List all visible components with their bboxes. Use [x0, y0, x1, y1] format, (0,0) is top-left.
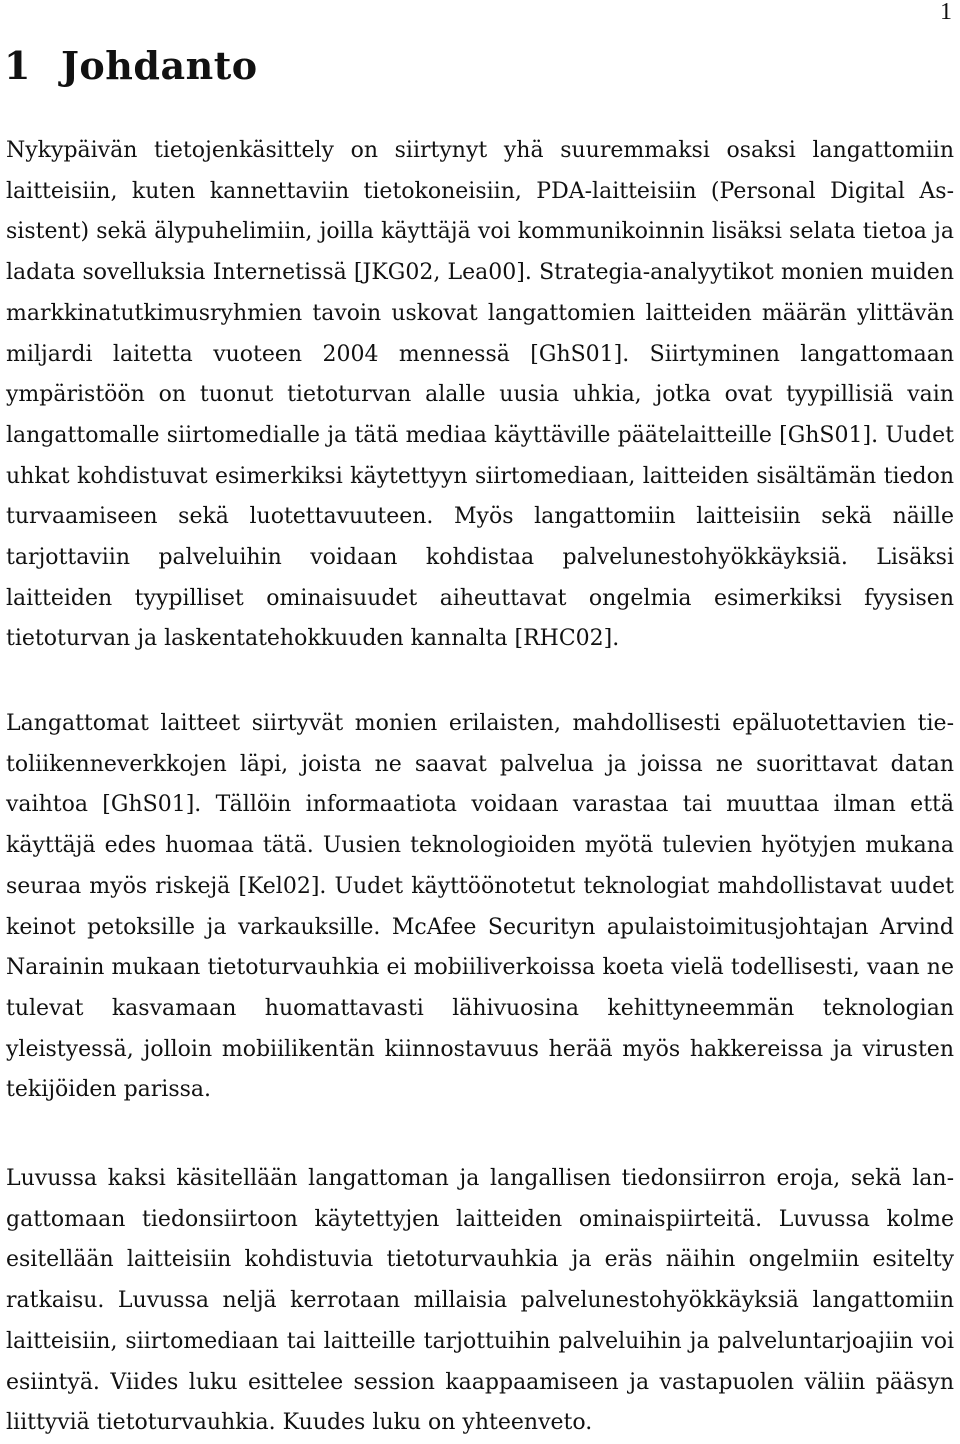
- chapter-heading: [4, 40, 258, 92]
- chapter-title: Johdanto: [60, 43, 258, 88]
- page-number: 1: [940, 0, 952, 25]
- paragraph-threats: Langattomat laitteet siirtyvät monien erilaisten, mahdollisesti epäluotettavien tietoliikenneverkkojen läpi, joista ne saavat palvelua ja joissa ne suorittavat datan vaihtoa [GhS01]. Tällöin informaatiota voidaan varastaa tai muuttaa ilman että käyttäjä edes huomaa tätä. Uusien teknologioiden myötä tulevien hyötyjen mukana seuraa myös riskejä [Kel02]. Uudet käyttöönotetut teknologiat mahdollistavat uudet keinot petoksille ja varkauksille. McAfee Securityn apulaistoimitusjohtajan Arvind Narainin mukaan tietoturvauhkia ei mobiiliverkoissa koeta vielä todellisesti, vaan ne tulevat kasvamaan huomattavasti lähivuosina kehittyneemmän teknologian yleistyessä, jolloin mobiilikentän kiinnostavuus herää myös hakkereissa ja virusten tekijöiden parissa.: [6, 711, 954, 1103]
- chapter-number: 1: [4, 43, 31, 88]
- paragraph-intro: Nykypäivän tietojenkäsittely on siirtynyt yhä suuremmaksi osaksi langattomiin laitteisiin, kuten kannettaviin tietokoneisiin, PDA-laitteisiin (Personal Digital Assistent) sekä älypuhelimiin, joilla käyttäjä voi kommunikoinnin lisäksi selata tietoa ja ladata sovelluksia Internetissä [JKG02, Lea00]. Strategia-analyytikot monien muiden markkinatutkimusryhmien tavoin uskovat langattomien laitteiden määrän ylittävän miljardi laitetta vuoteen 2004 mennessä [GhS01]. Siirtyminen langattomaan ympäristöön on tuonut tietoturvan alalle uusia uhkia, jotka ovat tyypillisiä vain langattomalle siirtomedialle ja tätä mediaa käyttäville päätelaitteille [GhS01]. Uudet uhkat kohdistuvat esimerkiksi käytettyyn siirtomediaan, laitteiden sisältämän tiedon turvaamiseen sekä luotettavuuteen. Myös langattomiin laitteisiin sekä näille tarjottaviin palveluihin voidaan kohdistaa palvelunestohyökkäyksiä. Lisäksi laitteiden tyypilliset ominaisuudet aiheuttavat ongelmia esimerkiksi fyysisen tietoturvan ja laskentatehokkuuden kannalta [RHC02].: [6, 138, 954, 652]
- paragraph-outline: Luvussa kaksi käsitellään langattoman ja langallisen tiedonsiirron eroja, sekä langattomaan tiedonsiirtoon käytettyjen laitteiden ominaispiirteitä. Luvussa kolme esitellään laitteisiin kohdistuvia tietoturvauhkia ja eräs näihin ongelmiin esitelty ratkaisu. Luvussa neljä kerrotaan millaisia palvelunestohyökkäyksiä langattomiin laitteisiin, siirtomediaan tai laitteille tarjottuihin palveluihin ja palveluntarjoajiin voi esiintyä. Viides luku esittelee session kaappaamiseen ja vastapuolen väliin pääsyn liittyviä tietoturvauhkia. Kuudes luku on yhteenveto.: [6, 1166, 954, 1436]
